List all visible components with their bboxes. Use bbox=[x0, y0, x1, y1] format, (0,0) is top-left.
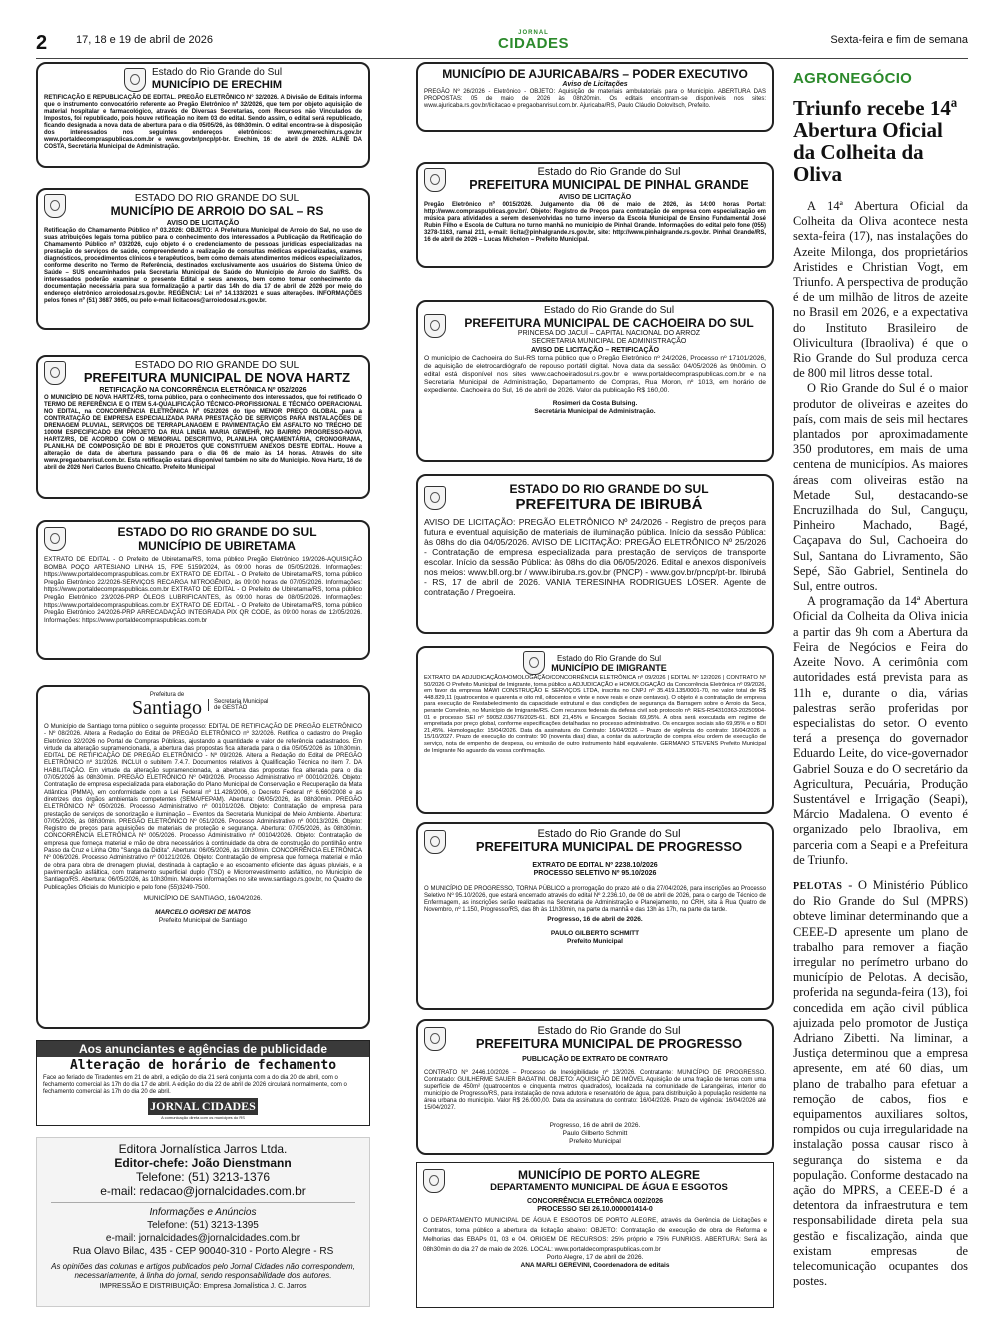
ad-signer: PAULO GILBERTO SCHMITT bbox=[550, 930, 640, 937]
ad-body: AVISO DE LICITAÇÃO: PREGÃO ELETRÔNICO Nº 24/2026 - Registro de preços para futura e eventual aquisição de materiais de iluminação pública. Início da sessão Pública: às 08hs do dia 04/05/2026. AVISO DE LICITAÇÃO: PREGÃO ELETRÔNICO Nº 25/2026 - Contratação de empresa especializada para prestação de serviços de transporte escolar. Início da sessão Pública: às 08hs do dia 06/05/2026. Edital e anexos disponíveis nos meios: www.bll.org.br / www.ibiruba.rs.gov.br (PNCP) - www.gov.br/pncp/pt-br. Ibirubá - RS, 17 de abril de 2026. VANIA TERESINHA RODRIGUES LÖSER. Agente de contratação / Pregoeira. bbox=[424, 517, 766, 597]
article-headline: Triunfo recebe 14ª Abertura Oficial da Colheita da Oliva bbox=[793, 96, 958, 186]
ad-pinhal-grande bbox=[416, 162, 774, 268]
ad-state: Estado do Rio Grande do Sul bbox=[543, 305, 675, 316]
ad-date: Porto Alegre, 17 de abril de 2026. bbox=[546, 1254, 644, 1261]
ad-title: PREFEITURA MUNICIPAL DE PROGRESSO bbox=[475, 839, 743, 854]
brief-text: - O Ministério Público do Rio Grande do Sul (MPRS) obteve liminar determinando que a CEEE-D apresente um plano de trabalho para remover a fiação irregular no perímetro urbano do município de Pelotas. A decisão, proferida na segunda-feira (13), foi concedida em ação civil pública ajuizada pelo promotor de Justiça Adriano Zibetti. Na liminar, a Justiça determinou que a empresa apresente, em até 60 dias, um plano de trabalho para efetuar a remoção de cabos, fios e equipamentos auxiliares soltos, rompidos ou cuja irregularidade na instalação possa causar risco à segurança do sistema e da população. Conforme destacado na ação do MPRS, a CEEE-D é a detentora da infraestrutura e tem responsabilidade direta pela sua gestão e fiscalização, ainda que existam empresas de telecomunicação ocupantes dos postes. bbox=[793, 877, 968, 1289]
brief-lead: PELOTAS bbox=[793, 880, 843, 892]
ad-progresso-contrato bbox=[416, 1019, 774, 1155]
edition-date: 17, 18 e 19 de abril de 2026 bbox=[76, 34, 214, 46]
ad-erechim bbox=[36, 62, 370, 168]
ad-signer: Rosimeri da Costa Bulsing. bbox=[552, 400, 638, 407]
ad-state: ESTADO DO RIO GRANDE DO SUL bbox=[509, 482, 709, 496]
ad-body: EXTRATO DE EDITAL - O Prefeito de Ubiretama/RS, torna público Pregão Eletrônico 19/2026-AQUISIÇÃO BOMBA POÇO ARTESIANO LINHA 15, FPE 5159/2024, às 09:00 horas de 05/05/2026. Informações: https://www.portaldecompraspublicas.com.br EXTRATO DE EDITAL - O Prefeito de Ubiretama/RS, torna público Pregão Eletrônico 22/2026-SERVIÇOS RECARGA NITROGÊNIO, às 09:00 horas de 07/05/2026. Informações: https://www.portaldecompraspublicas.com.br EXTRATO DE EDITAL - O Prefeito de Ubiretama/RS, torna público Pregão Eletrônico 23/2026-PRP ÓLEOS LUBRIFICANTES, às 09:00 horas de 08/05/2026. Informações: https://www.portaldecompraspublicas.com.br EXTRATO DE EDITAL - O Prefeito de Ubiretama/RS, torna público Pregão Eletrônico 24/2026-PRP ARRECADAÇÃO INTEGRADA PIX QR CODE, às 09:00 horas de 12/05/2026. Informações: https://www.portaldecompraspublicas.com.br bbox=[44, 556, 362, 624]
ad-subtitle: AVISO DE LICITAÇÃO bbox=[166, 220, 240, 227]
article-paragraph: A programação da 14ª Abertura Oficial da Colheita da Oliva inicia a partir das 9h com a Abertura da Feira de Negócios e Feira do Azeite Novo. A cerimônia com autoridades está prevista para as 11h e, durante o dia, várias palestras serão proferidas por especialistas do setor. O evento terá a presença do governador Eduardo Leite, do vice-governador Gabriel Souza e do O secretário da Agricultura, Pecuária, Produção Sustentável e Irrigação (Seapi), Márcio Madalena. O evento é organizado pelo Ibraoliva, em parceria com a Seapi e a Prefeitura de Triunfo. bbox=[793, 594, 968, 867]
ad-line-2: SECRETARIA MUNICIPAL DE ADMINISTRAÇÃO bbox=[531, 338, 687, 345]
ad-date: Progresso, 16 de abril de 2026. bbox=[549, 1122, 641, 1129]
coat-of-arms-icon bbox=[523, 651, 545, 675]
ad-progresso-edital bbox=[416, 822, 774, 1010]
ad-line-2: PROCESSO SEI 26.10.000001414-0 bbox=[537, 1206, 653, 1213]
newspaper-logo bbox=[498, 30, 569, 51]
info-email: e-mail: jornalcidades@jornalcidades.com.br bbox=[105, 1233, 301, 1244]
ad-state: Estado do Rio Grande do Sul bbox=[151, 67, 283, 78]
article-brief bbox=[793, 878, 968, 1289]
ad-line-1: CONCORRÊNCIA ELETRÔNICA 002/2026 bbox=[526, 1198, 663, 1205]
ad-title: MUNICÍPIO DE PORTO ALEGRE bbox=[517, 1168, 700, 1182]
ad-signer: MARCELO GORSKI DE MATOS bbox=[155, 908, 251, 916]
editorial-phone: Telefone: (51) 3213-1376 bbox=[135, 1170, 271, 1184]
article-paragraph: A 14ª Abertura Oficial da Colheita da Oliva acontece nesta sexta-feira (17), nas instalações do Azeite Milonga, dos proprietários Aristides e Christian Vogt, em Triunfo. A perspectiva de produção é de um milhão de litros de azeite no Brasil em 2026, e a expectativa do Instituto Brasileiro de Olivicultura (Ibraoliva) é que o Rio Grande do Sul produza cerca de 800 mil litros desse total. bbox=[793, 199, 968, 381]
ad-title: MUNICÍPIO DE ERECHIM bbox=[151, 79, 283, 91]
ad-state: ESTADO DO RIO GRANDE DO SUL bbox=[134, 193, 300, 204]
article-body bbox=[793, 199, 968, 1289]
logo-sub-text: Secretaria Municipal de GESTÃO bbox=[208, 699, 274, 711]
ad-subtitle: AVISO DE LICITAÇÃO – RETIFICAÇÃO bbox=[530, 347, 660, 354]
ad-title: MUNICÍPIO DE UBIRETAMA bbox=[138, 539, 296, 553]
ad-signer-role: Prefeito Municipal bbox=[569, 1138, 621, 1145]
ad-body: O DEPARTAMENTO MUNICIPAL DE ÁGUA E ESGOTOS DE PORTO ALEGRE, através da Gerência de Licitações e Contratos, torna público a abertura da licitação abaixo: OBJETO: Contratação de execução de obra de Reforma e Melhorias das EBAPs 01, 03 e 04. ORIGEM DE RECURSOS: 25% próprio e 75% FUNRIGS. ABERTURA: Será às 08h30min do dia 27 de maio de 2026. LOCAL: www.portaldecompraspublicas.com.br bbox=[423, 1217, 767, 1253]
section-category: AGRONEGÓCIO bbox=[793, 70, 913, 87]
ad-title: PREFEITURA DE IBIRUBÁ bbox=[515, 496, 703, 513]
ad-subtitle: Aviso de Licitações bbox=[562, 81, 628, 88]
ad-ajuricaba bbox=[416, 62, 774, 132]
coat-of-arms-icon bbox=[44, 527, 66, 551]
ad-state: Estado do Rio Grande do Sul bbox=[537, 828, 681, 840]
logo-small-text: JORNAL bbox=[518, 30, 549, 36]
ad-arroio-do-sal bbox=[36, 188, 370, 330]
notice-banner: Aos anunciantes e agências de publicidade bbox=[37, 1041, 369, 1057]
coat-of-arms-icon bbox=[424, 168, 446, 192]
ad-signer-role: Secretária Municipal de Administração. bbox=[534, 408, 656, 415]
ad-state: Estado do Rio Grande do Sul bbox=[537, 166, 681, 178]
address: Rua Olavo Bilac, 435 - CEP 90040-310 - Porto Alegre - RS bbox=[72, 1246, 334, 1257]
coat-of-arms-icon bbox=[424, 486, 446, 510]
notice-body: Face ao feriado de Tiradentes em 21 de abril, a edição do dia 21 será conjunta com a do dia 20 de abril, com o fechamento comercial às 17h do dia 17 de abril. A edição do dia 22 de abril de 2026 circulará normalmente, com o fechamento comercial às 17h do dia 20 de abril. bbox=[43, 1075, 347, 1095]
info-phone: Telefone: (51) 3213-1395 bbox=[147, 1220, 259, 1231]
ad-state: Estado do Rio Grande do Sul bbox=[556, 653, 662, 663]
ad-body: Pregão Eletrônico nº 0015/2026. Julgamento dia 06 de maio de 2026, às 14:00 horas Portal: http://www.compraspublicas.gov.br/. Objeto: Registro de Preços para contratação de empresa com especialização em música para atividades a serem desenvolvidas no turno inverso da Escola Municipal de Ensino Fundamental José Rubin Filho e Escola de Cultura no turno manhã no município de Pinhal Grande. Informações do edital pelo fone (055) 3278-1163, ramal 211, e-mail: licita@pinhalgrande.rs.gov.br, site: http://www.pinhalgrande.rs.gov.br. Pinhal Grande/RS, 16 de abril de 2026 – Lucas Michelon – Prefeito Municipal. bbox=[424, 202, 766, 243]
logo-text: Santiago bbox=[132, 697, 202, 719]
coat-of-arms-icon bbox=[44, 194, 66, 218]
ad-title: MUNICÍPIO DE IMIGRANTE bbox=[551, 662, 667, 673]
logo-top-text: Prefeitura de bbox=[149, 692, 185, 698]
news-article bbox=[793, 70, 968, 1289]
ad-subtitle: AVISO DE LICITAÇÃO bbox=[558, 194, 632, 201]
ad-body: RETIFICAÇÃO E REPUBLICAÇÃO DE EDITAL. PREGÃO ELETRÔNICO N° 32/2026. A Divisão de Editais informa que o instrumento convocatório referente ao Pregão Eletrônico nº 32/2026, que tem por objeto aquisição de material hospitalar e farmacológico, através de Diversas Secretarias, com Recursos não Vinculados de Impostos, foi republicado, pois houve retificação no item 03 do edital. Sendo assim, o edital será republicado, ficando designada a nova data de abertura para o dia 05/05/26, às 08h30min. O edital encontra-se à disposição dos interessados nos seguintes endereços eletrônicos: www.pmerechim.rs.gov.br www.portaldecompraspublicas.com.br e www.govbr/pncp/pt-br. Erechim, 16 de abril de 2026. ALINE DA COSTA, Secretária Municipal de Administração. bbox=[44, 95, 362, 150]
ad-body: O MUNICÍPIO DE PROGRESSO, TORNA PÚBLICO a prorrogação do prazo até o dia 27/04/2026, para inscrições ao Processo Seletivo Nº 95.10/2026, que estará encerrado através do edital Nº 2.236.10, de 08 de abril de 2026, para o cargo de Técnico de Enfermagem, as inscrições serão realizadas na Secretaria de Administração e Planejamento, no CRH, sita à Rua Quatro de Novembro, nº 1.150, Progresso/RS, das 8h às 11h30min, na parte da manhã e das 13h às 17h, na parte da tarde. bbox=[424, 886, 766, 913]
coat-of-arms-icon bbox=[44, 361, 66, 385]
ad-subtitle: PUBLICAÇÃO DE EXTRATO DE CONTRATO bbox=[522, 1056, 668, 1063]
coat-of-arms-icon bbox=[423, 1169, 445, 1193]
ad-subtitle: DEPARTAMENTO MUNICIPAL DE ÁGUA E ESGOTOS bbox=[490, 1182, 728, 1193]
page-header bbox=[36, 28, 968, 59]
print-info: IMPRESSÃO E DISTRIBUIÇÃO: Empresa Jornalística J. C. Jarros bbox=[99, 1283, 307, 1290]
editorial-email: e-mail: redacao@jornalcidades.com.br bbox=[100, 1184, 306, 1198]
ad-line-1: PRINCESA DO JACUÍ – CAPITAL NACIONAL DO ARROZ bbox=[517, 330, 701, 337]
ad-imigrante bbox=[416, 646, 774, 814]
ad-ubiretama bbox=[36, 520, 370, 660]
ad-title: PREFEITURA MUNICIPAL DE NOVA HARTZ bbox=[83, 370, 351, 385]
ad-nova-hartz bbox=[36, 355, 370, 499]
santiago-logo bbox=[44, 692, 362, 718]
ad-date: MUNICÍPIO DE SANTIAGO, 16/04/2026. bbox=[143, 894, 263, 902]
ad-state: ESTADO DO RIO GRANDE DO SUL bbox=[117, 525, 317, 539]
ad-signer-role: Prefeito Municipal de Santiago bbox=[158, 916, 248, 924]
ad-santiago bbox=[36, 685, 370, 1029]
ad-signer: Paulo Gilberto Schmitt bbox=[562, 1130, 628, 1137]
ad-body: CONTRATO Nº 2446.10/2026 – Processo de Inexigibilidade nº 13/2026. Contratante: MUNICÍPIO DE PROGRESSO. Contratado: GUILHERME SAUER BAGATINI. OBJETO: AQUISIÇÃO DE IMÓVEL Aquisição de uma fração de terras com uma superfície de 450m² (quatrocentos e cinquenta metros quadrados), localizada na comunidade de Larangeiras, interior do município de Progresso/RS, para instalação de nova adutora e reservatório de água, para distribuição à população residente na área urbana do município. Valor R$ 26.000,00. Data da assinatura do contrato: 16/04/2026. Prazo de vigência: 16/04/2026 até 15/04/2027. bbox=[424, 1070, 766, 1111]
ad-signer: ANA MARLI GEREVINI, Coordenadora de editais bbox=[520, 1262, 670, 1269]
ad-porto-alegre-dmae bbox=[416, 1162, 774, 1308]
ad-subtitle: RETIFICAÇÃO NA CONCORRÊNCIA ELETRÔNICA Nº 052/2026 bbox=[99, 387, 307, 394]
ad-cachoeira-do-sul bbox=[416, 300, 774, 462]
ad-title: MUNICÍPIO DE AJURICABA/RS – PODER EXECUTIVO bbox=[442, 67, 748, 81]
ad-subtitle-2: PROCESSO SELETIVO Nº 95.10/2026 bbox=[533, 870, 657, 877]
coat-of-arms-icon bbox=[424, 830, 446, 854]
ad-body: Retificação do Chamamento Público nº 03.2026: OBJETO: A Prefeitura Municipal de Arroio do Sal, no uso de suas atribuições legais torna público para o conhecimento dos interessados a Publicação da Retificação do Chamamento Público nº 03/2026, cujo objeto é o credenciamento de pessoas jurídicas especializadas na prestação de serviços de saúde, compreendendo a realização de consultas médicas especializadas, exames diagnósticos, procedimentos clínicos e terapêuticos, bem como demais atendimentos médicos especializados, conforme descrito no Termo de Referência, destinados exclusivamente aos usuários do Sistema Único de Saúde – SUS encaminhados pela Secretaria Municipal de Saúde do Município de Arroio do Sal/RS. Os interessados poderão examinar o presente Edital e seus anexos, bem como tomar conhecimento da documentação necessária para sua formalização a partir das 14h do dia 17 de abril de 2026 por meio do endereço eletrônico arroiodosal.rs.gov.br. REGÊNCIA: Lei nº 14.133/2021 e suas alterações. INFORMAÇÕES pelos fones nº (51) 3687 3605, ou pelo e-mail licitacoes@arroiodosal.rs.gov.br. bbox=[44, 228, 362, 304]
coat-of-arms-icon bbox=[424, 314, 446, 338]
notice-title: Alteração de horário de fechamento bbox=[69, 1058, 337, 1073]
ad-body: O Município de Santiago torna público o seguinte processo: EDITAL DE RETIFICAÇÃO DE PREGÃO ELETRÔNICO - Nº 08/2026. Altera a Redação do Edital de PREGÃO ELETRÔNICO nº 32/2026. Retifica o cadastro do Pregão Eletrônico 32/2026 no Portal de Compras Públicas, ajustando a quantidade e valor de referência cadastrados. Em virtude da alteração supramencionada, a abertura das propostas fica alterada para o dia 05/05/2026 às 10h30min. EDITAL DE RETIFICAÇÃO DE PREGÃO ELETRÔNICO - Nº 09/2026. Altera a Redação do Edital de PREGÃO ELETRÔNICO nº 31/2026. INCLUI o subitem 7.4.7. Documentos relativos à Qualificação Técnica no item 7. DA HABILITAÇÃO. Em virtude da alteração supramencionada, a abertura das propostas fica alterada para o dia 07/05/2026 às 08h30min. PREGÃO ELETRÔNICO Nº 049/2026. Processo Administrativo nº 00010/2026. Objeto: Contratação de empresa especializada para elaboração do Plano Municipal de Conservação e Recuperação da Mata Atlântica (PMMA), em conformidade com a Lei Federal nº 11.428/2006, o Decreto Federal nº 6.660/2008 e as diretrizes dos órgãos ambientais competentes (SEMA/FEPAM). Abertura: 06/05/2026, às 08h30min. PREGÃO ELETRÔNICO Nº 050/2026. Processo Administrativo nº 00101/2026. Objeto: Contratação de empresa para prestação de serviços de sonorização e iluminação – Eventos da Secretaria Municipal de Meio Ambiente. Abertura: 07/05/2026, às 08h30min. PREGÃO ELETRÔNICO Nº 051/2026. Processo Administrativo nº 00013/2026. Objeto: Registro de preços para aquisições de materiais de proteção e segurança. Abertura: 07/05/2026, às 08h30min. CONCORRÊNCIA ELETRÔNICA Nº 005/2026. Processo Administrativo nº 00104/2026. Objeto: Contratação de empresa que forneça material e mão de obra necessários à continuidade da obra de construção do pontilhão entre Passo da Cruz e Linha Otto "Sanga da Didita". Abertura: 06/05/2026, às 10h30min. CONCORRÊNCIA ELETRÔNICA Nº 006/2026. Processo Administrativo nº 00121/2026. Objeto: Contratação de empresa que forneça material e mão de obra para obra de drenagem pluvial, destinada à captação e ao escoamento eficiente das águas pluviais, e a pavimentação asfáltica, com tratamento superficial duplo (TSD) e Microrrevestimento asfáltico, no Município de Santiago/RS. Abertura: 06/05/2026, às 10h30min. Maiores informações no site www.santiago.rs.gov.br, no Quadro de Publicações Oficiais do Município e pelo fone (55)3249-7500. bbox=[44, 723, 362, 891]
jornal-cidades-logo: JORNAL CIDADES bbox=[148, 1098, 258, 1115]
company-name: Editora Jornalística Jarros Ltda. bbox=[118, 1142, 288, 1156]
info-title: Informações e Anúncios bbox=[149, 1207, 257, 1218]
ad-title: PREFEITURA MUNICIPAL DE CACHOEIRA DO SUL bbox=[464, 316, 754, 330]
disclaimer: As opiniões das colunas e artigos publicados pelo Jornal Cidades não correspondem, necessariamente, à linha do jornal, sendo responsabilidade dos autores. bbox=[51, 1262, 355, 1280]
ad-body: O MUNICÍPIO DE NOVA HARTZ-RS, torna público, para o conhecimento dos interessados, que foi retificado O TERMO DE REFERÊNCIA E O ITEM 5.4-QUALIFICAÇÃO TÉCNICO-PROFISSIONAL E TÉCNICO OPERACIONAL NO EDITAL, na CONCORRÊNCIA ELETRÔNICA Nº 052/2026 do tipo MENOR PREÇO GLOBAL para a CONTRATAÇÃO DE EMPRESA ESPECIALIZADA PARA PRESTAÇÃO DE SERVIÇOS PARA INSTALAÇÕES DE DRENAGEM PLUVIAL, SERVIÇOS DE TERRAPLANAGEM E PAVIMENTAÇÃO EM ASFALTO NO TRECHO DE 1000M ESPECIFICADO EM PROJETO DA RUA LINEIA MARIA GEWEHR, NO BAIRRO PROGRESSO-NOVA HARTZ/RS, DE ACORDO COM O MEMORIAL DESCRITIVO, PLANILHA ORÇAMENTÁRIA, CRONOGRAMA, PLANILHA DE COMPOSIÇÃO DE BDI E PROJETOS QUE CONSTITUEM ANEXOS DESTE EDITAL. Houve a alteração de data de abertura passando para o dia 06 de maio às 14 horas. Através do site www.pregaobanrisul.com.br. Esta retificação estará disponível também no site do Município. Nova Hartz, 16 de abril de 2026 Neri Carlos Bueno Chicatto. Prefeito Municipal bbox=[44, 395, 362, 471]
ad-body: EXTRATO DA ADJUDICAÇÃO/HOMOLOGAÇÃO/CONCORRÊNCIA ELETRÔNICA nº 09/2026 | EDITAL Nº 12/2026 | CONTRATO Nº 50/2026 O Prefeito Municipal de Imigrante, torna público a ADJUDICAÇÃO e HOMOLOGAÇÃO da Concorrência Eletrônica nº 09/2026, em favor da empresa MAWI CONSTRUÇÃO E SERVIÇOS LTDA, inscrita no CNPJ nº 35.419.135/0001-70, no valor total de R$ 448.829,11 (quatrocentos e quarenta e oito mil, oitocentos e vinte e nove reais e onze centavos). O objeto é a contratação de empresa para execução de Restabelecimento da capacidade estrutural e das condições de segurança da Barragem sobre o Arroio da Seca, perante Convênio, no Município de Imigrante/RS. Com recursos federais da defesa civil sob protocolo nº: RES-RS4310363-20250904-01 e processo SEI nº 59052.036776/2025-61. BDI 21,45% e Encargos Sociais 69,95%. A obra será executada em regime de empreitada por preço global, conforme especificações detalhadas no processo administrativo. Os encargos sociais são 69,95% e o BDI 21,45%. Homologação: 15/04/2026. Data da assinatura do Contrato: 16/04/2026 – Prazo de vigência do contrato: 16/04/2026 a 15/10/2027. Prazo de execução do contrato: 90 (noventa dias) dias, a contar da autorização de compra e/ou ordem de execução de serviço, nota de empenho de despesa, ou emissão de outro instrumento hábil equivalente. GERMANO STEVENS Prefeito Municipal de Imigrante No aguardo da vossa confirmação. bbox=[424, 675, 766, 754]
ad-state: Estado do Rio Grande do Sul bbox=[537, 1025, 681, 1037]
ad-state: ESTADO DO RIO GRANDE DO SUL bbox=[134, 360, 300, 371]
ad-ibiruba bbox=[416, 474, 774, 634]
edition-day: Sexta-feira e fim de semana bbox=[830, 34, 968, 46]
logo-tagline: A comunicação direta com os munícipes do RS bbox=[161, 1115, 245, 1120]
ad-title: PREFEITURA MUNICIPAL DE PROGRESSO bbox=[475, 1036, 743, 1051]
ad-title: MUNICÍPIO DE ARROIO DO SAL – RS bbox=[110, 204, 324, 218]
coat-of-arms-icon bbox=[124, 68, 146, 92]
page-number: 2 bbox=[36, 32, 48, 54]
editor-in-chief: Editor-chefe: João Dienstmann bbox=[114, 1156, 292, 1170]
ad-title: PREFEITURA MUNICIPAL DE PINHAL GRANDE bbox=[469, 178, 749, 192]
coat-of-arms-icon bbox=[424, 1027, 446, 1051]
ad-body: O município de Cachoeira do Sul-RS torna público que o Pregão Eletrônico nº 24/2026, Processo nº 17101/2026, de aquisição de eletrocardiógrafo de repouso portátil digital. Nova data da sessão: 04/05/2026 às 9h00min. O edital está disponível nos sites www.cachoeiradosul.rs.gov.br e www.portaldecompraspublicas.com.br e na Secretaria Municipal de Administração, Departamento de Compras, Rua Moron, nº 1013, em horário de expediente. Cachoeira do Sul, 16 de abril de 2026. Valor da publicação R$ 160,00. bbox=[424, 355, 766, 394]
ad-date: Progresso, 16 de abril de 2026. bbox=[547, 916, 643, 923]
article-paragraph: O Rio Grande do Sul é o maior produtor de oliveiras e azeites do país, com mais de seis mil hectares plantados por aproximadamente 350 produtores, em mais de uma centena de municípios. As maiores áreas com oliveiras estão na Metade Sul, destacando-se Encruzilhada do Sul, Canguçu, Pinheiro Machado, Bagé, Caçapava do Sul, Cachoeira do Sul, Santana do Livramento, São Sepé, São Gabriel, Sentinela do Sul, entre outros. bbox=[793, 381, 968, 594]
ad-subtitle-1: EXTRATO DE EDITAL Nº 2238.10/2026 bbox=[532, 862, 658, 869]
ad-body: PREGÃO Nº 26/2026 - Eletrônico - OBJETO: Aquisição de materiais ambulatoriais para o Município. ABERTURA DAS PROPOSTAS: 05 de maio de 2026 às 08h20min. Os editais encontram-se disponíveis nos sites: www.ajuricaba.rs.gov.br/licitacao e pregaobanrisul.com.br. Ajuricaba/RS, Paulo Cláudio Dolovitsch, Prefeito. bbox=[424, 89, 766, 109]
editorial-box bbox=[36, 1137, 370, 1307]
logo-main-text: CIDADES bbox=[498, 35, 570, 52]
ad-signer-role: Prefeito Municipal bbox=[567, 938, 623, 945]
advertiser-notice bbox=[36, 1040, 370, 1126]
